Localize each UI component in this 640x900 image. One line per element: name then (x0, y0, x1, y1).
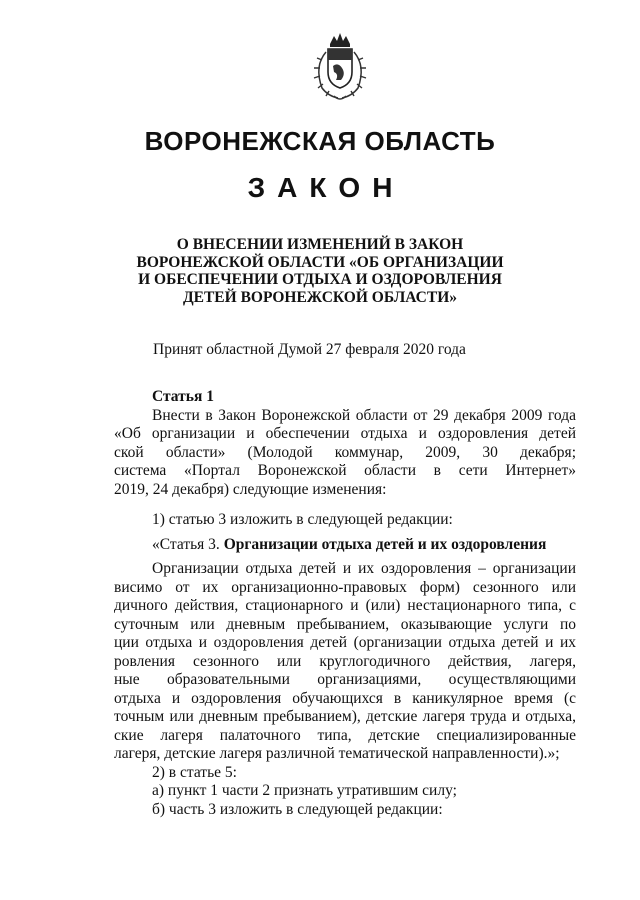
paragraph-line: 2019, 24 декабря) следующие изменения: (114, 480, 387, 498)
paragraph-line: ровления сезонного или круглогодичного действия, лагеря, (114, 652, 576, 670)
paragraph-line: дичного действия, стационарного и (или) нестационарного типа, с (114, 597, 576, 614)
list-item: 2) в статье 5: (152, 763, 237, 781)
paragraph-line: висимо от их организационно-правовых форм) сезонного или (114, 578, 576, 596)
paragraph-line: точным или дневным пребыванием), детские лагеря труда и отдыха, (114, 708, 576, 725)
article-heading: Статья 1 (152, 388, 214, 405)
paragraph-line: суточным или дневным пребыванием, оказывающие услуги по (114, 615, 576, 633)
quoted-article-number: «Статья 3. (152, 535, 220, 553)
law-title-line: О ВНЕСЕНИИ ИЗМЕНЕНИЙ В ЗАКОН (176, 236, 464, 253)
region-name: ВОРОНЕЖСКАЯ ОБЛАСТЬ (144, 126, 496, 156)
law-title (0, 236, 640, 306)
paragraph-line: ские лагеря палаточного типа, детские специализированные (114, 726, 576, 744)
law-title-line: ДЕТЕЙ ВОРОНЕЖСКОЙ ОБЛАСТИ» (182, 288, 458, 306)
paragraph-line: лагеря, детские лагеря различной тематической направленности).»; (114, 745, 560, 762)
quoted-article-title: Организации отдыха детей и их оздоровления (223, 535, 547, 553)
paragraph-line: Внести в Закон Воронежской области от 29 декабря 2009 года (152, 406, 576, 424)
quoted-article-heading (114, 536, 576, 555)
paragraph-line: ции отдыха и оздоровления детей (организации отдыха детей и их (114, 634, 576, 651)
paragraph-line: ные образовательными организациями, осуществляющими (114, 671, 576, 688)
paragraph-line: Организации отдыха детей и их оздоровления – организации (152, 560, 576, 577)
paragraph-line: «Об организации и обеспечении отдыха и оздоровления детей (114, 425, 576, 442)
paragraph-line: система «Портал Воронежской области в сети Интернет» (114, 462, 576, 479)
coat-of-arms-emblem (308, 30, 372, 104)
article-1 (114, 388, 576, 819)
document-type: ЗАКОН (247, 172, 405, 203)
law-title-line: И ОБЕСПЕЧЕНИИ ОТДЫХА И ОЗДОРОВЛЕНИЯ (138, 271, 502, 288)
list-item: 1) статью 3 изложить в следующей редакции: (152, 511, 453, 528)
law-title-line: ВОРОНЕЖСКОЙ ОБЛАСТИ «ОБ ОРГАНИЗАЦИИ (136, 253, 504, 271)
paragraph-line: ской области» (Молодой коммунар, 2009, 30 декабря; (114, 443, 576, 461)
list-item: а) пункт 1 части 2 признать утратившим силу; (152, 782, 457, 799)
paragraph-line: отдыха и оздоровления обучающихся в каникулярное время (с (114, 689, 576, 707)
adoption-date: Принят областной Думой 27 февраля 2020 года (153, 341, 466, 358)
list-item: б) часть 3 изложить в следующей редакции: (152, 800, 443, 818)
